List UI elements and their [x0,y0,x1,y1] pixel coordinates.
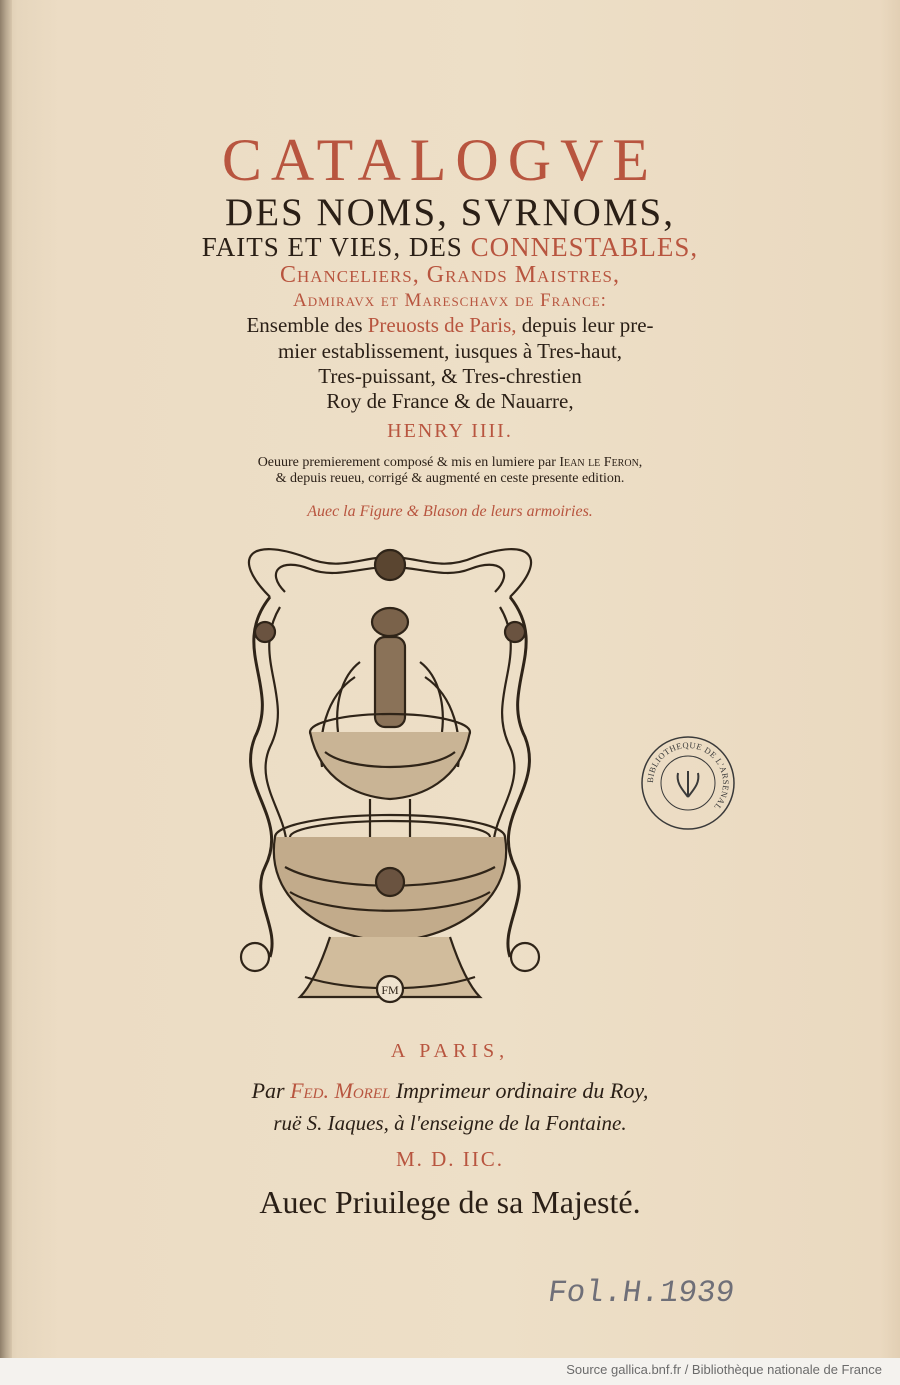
text-ensemble: Ensemble des [246,313,368,337]
text-connestables: CONNESTABLES, [470,232,699,262]
author-name: Iean le Feron, [559,455,643,470]
revision-line: & depuis reueu, corrigé & augmenté en ceste presente edition. [275,471,625,486]
year: M. D. IIC. [395,1147,505,1171]
title-line-admiraux: Admiravx et Mareschavx de France: [293,290,607,311]
text-faits: FAITS ET VIES, DES [201,232,471,262]
title-line-establissement: mier establissement, iusques à Tres-haut, [277,339,623,363]
title-line-noms: DES NOMS, SVRNOMS, [225,191,675,234]
title-catalogue: CATALOGVE [221,127,659,193]
address-line: ruë S. Iaques, à l'enseigne de la Fontaine. [273,1111,627,1135]
city: A PARIS, [390,1040,510,1062]
text-par: Par [251,1078,291,1103]
source-credit: Source gallica.bnf.fr / Bibliothèque nationale de France [566,1362,882,1377]
author-line [0,455,900,471]
title-henry: HENRY IIII. [387,420,513,442]
text-imprimeur: Imprimeur ordinaire du Roy, [390,1078,649,1103]
title-line-ensemble [0,313,900,338]
library-stamp [638,733,738,833]
text-preuosts: Preuosts de Paris, [367,313,517,337]
title-line-chanceliers: Chanceliers, Grands Maistres, [279,262,621,288]
title-line-tres-puissant: Tres-puissant, & Tres-chrestien [318,364,582,388]
monogram: FM [381,983,399,997]
privilege-line: Auec Priuilege de sa Majesté. [259,1184,641,1220]
title-line-roy: Roy de France & de Nauarre, [326,389,574,413]
figure-line: Auec la Figure & Blason de leurs armoiries. [307,503,593,520]
printer-line [0,1078,900,1104]
text-oeuure: Oeuure premierement composé & mis en lumiere par [257,455,560,470]
shelfmark: Fol.H.1939 [545,1276,737,1311]
fountain-woodcut [210,537,570,1017]
title-line-faits [0,232,900,263]
printer-name: Fed. Morel [290,1078,391,1103]
text-depuis: depuis leur pre- [516,313,654,337]
stamp-text: BIBLIOTHEQUE DE L'ARSENAL [644,739,732,813]
